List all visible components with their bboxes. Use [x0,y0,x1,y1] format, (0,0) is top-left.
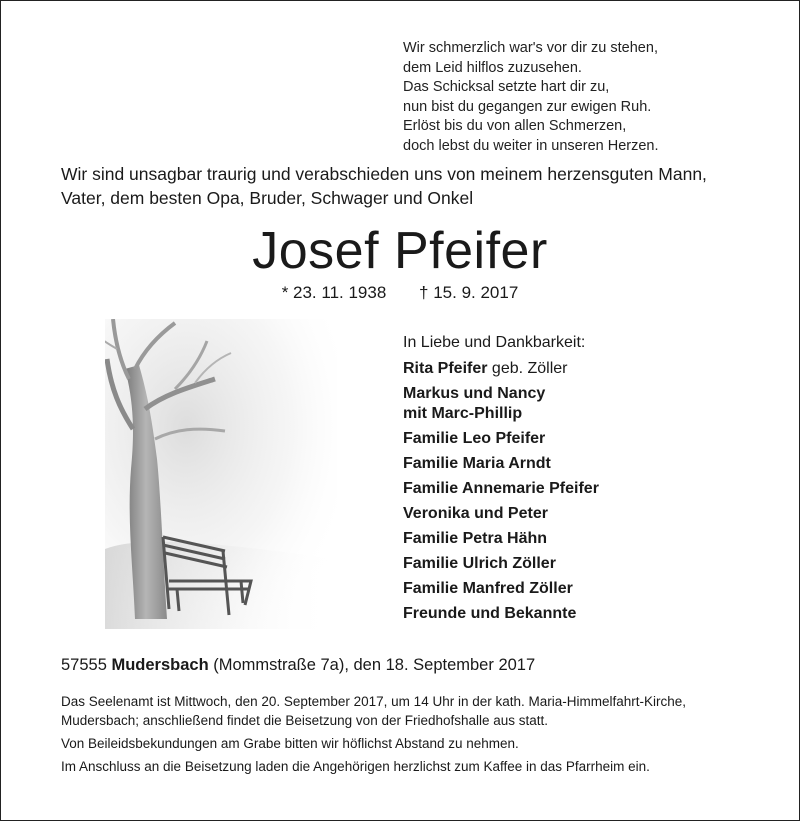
mourner-entry: Familie Ulrich Zöller [403,555,556,572]
mourner-entry: Familie Annemarie Pfeifer [403,480,599,497]
mourner-entry [403,384,733,424]
poem-line: Erlöst bis du von allen Schmerzen, [403,118,627,134]
life-dates [1,282,799,304]
poem [403,39,659,156]
death-date: † 15. 9. 2017 [419,283,519,302]
info-paragraph: Von Beileidsbekundungen am Grabe bitten wir höflichst Abstand zu nehmen. [61,736,519,751]
widow-name: Rita Pfeifer [403,360,488,377]
intro-line: Vater, dem besten Opa, Bruder, Schwager und Onkel [61,188,474,208]
deceased-name: Josef Pfeifer [252,222,548,280]
mourner-entry: Veronika und Peter [403,505,548,522]
children-line: mit Marc-Phillip [403,405,523,422]
intro-text [61,162,761,210]
poem-line: nun bist du gegangen zur ewigen Ruh. [403,98,652,115]
mourners-lead: In Liebe und Dankbarkeit: [403,334,586,351]
poem-line: Das Schicksal setzte hart dir zu, [403,79,610,95]
mourner-entry [403,359,733,379]
birth-date: * 23. 11. 1938 [281,283,387,302]
widow-maiden-name: geb. Zöller [487,360,568,377]
mourner-entry: Familie Maria Arndt [403,455,551,472]
mourner-entry: Familie Manfred Zöller [403,580,573,597]
tree-and-bench-icon [105,319,337,629]
postal-code: 57555 [61,656,112,674]
poem-line: dem Leid hilflos zuzusehen. [403,59,582,76]
info-paragraph: Das Seelenamt ist Mittwoch, den 20. September 2017, um 14 Uhr in der kath. Maria-Himmelfahrt-Kirche, Mudersbach; anschließend findet die Beisetzung von der Friedhofshalle aus statt. [61,694,687,728]
intro-line: Wir sind unsagbar traurig und verabschieden uns von meinem herzensguten Mann, [61,164,707,184]
children-line: Markus und Nancy [403,385,546,402]
poem-line: doch lebst du weiter in unseren Herzen. [403,137,659,154]
town-name: Mudersbach [111,656,209,674]
mourner-entry: Familie Leo Pfeifer [403,430,546,447]
place-and-date [61,654,535,676]
poem-line: Wir schmerzlich war's vor dir zu stehen, [403,40,658,56]
info-paragraph: Im Anschluss an die Beisetzung laden die Angehörigen herzlichst zum Kaffee in das Pfarrheim ein. [61,759,650,774]
funeral-info [61,692,761,780]
mourner-entry: Freunde und Bekannte [403,605,577,622]
address-and-date: (Mommstraße 7a), den 18. September 2017 [208,656,536,674]
mourner-entry: Familie Petra Hähn [403,530,548,547]
mourners-list [403,333,733,629]
